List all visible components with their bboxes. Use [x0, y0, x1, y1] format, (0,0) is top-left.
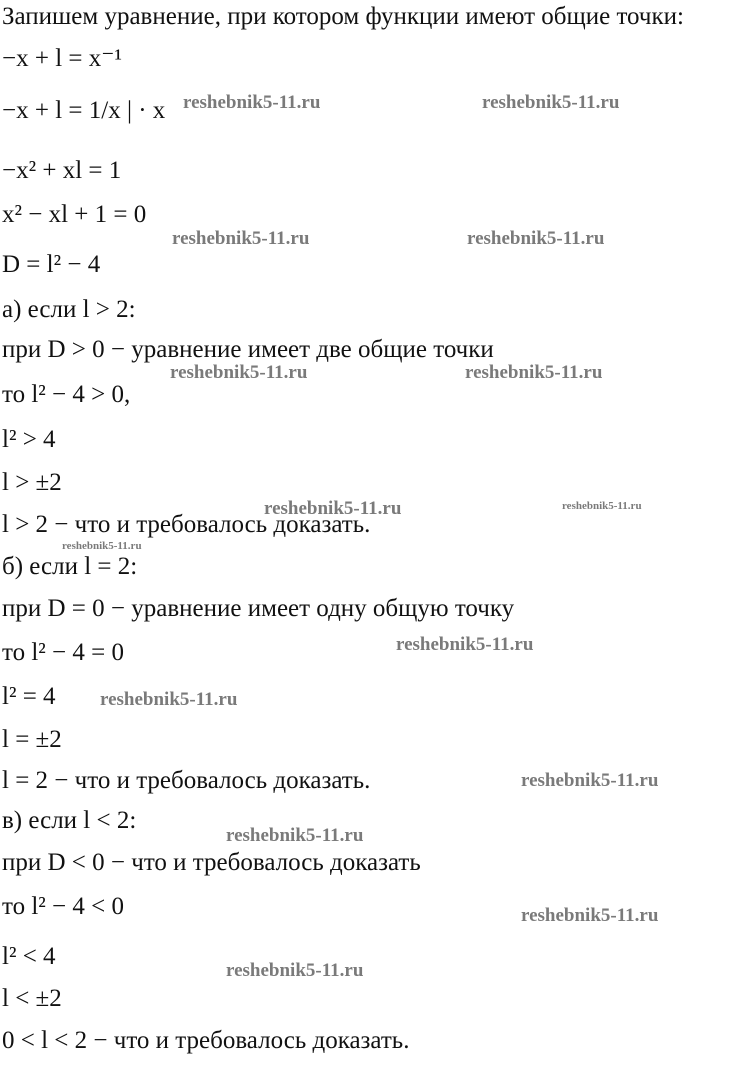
watermark: reshebnik5-11.ru — [467, 228, 605, 249]
case-b-line-1: при D = 0 − уравнение имеет одну общую точку — [2, 595, 515, 622]
watermark: reshebnik5-11.ru — [226, 960, 364, 981]
case-c-heading: в) если l < 2: — [2, 807, 137, 834]
case-c-line-4: l < ±2 — [2, 985, 62, 1012]
watermark: reshebnik5-11.ru — [170, 362, 308, 383]
watermark: reshebnik5-11.ru — [396, 634, 534, 655]
watermark: reshebnik5-11.ru — [521, 905, 659, 926]
case-b-line-3: l² = 4 — [2, 683, 56, 710]
watermark: reshebnik5-11.ru — [562, 500, 642, 512]
watermark: reshebnik5-11.ru — [226, 825, 364, 846]
watermark: reshebnik5-11.ru — [183, 92, 321, 113]
watermark: reshebnik5-11.ru — [264, 498, 402, 519]
case-b-heading: б) если l = 2: — [2, 553, 138, 580]
case-c-conclusion: 0 < l < 2 − что и требовалось доказать. — [2, 1027, 410, 1054]
case-b-line-4: l = ±2 — [2, 726, 62, 753]
watermark: reshebnik5-11.ru — [172, 228, 310, 249]
case-c-line-3: l² < 4 — [2, 943, 56, 970]
case-c-line-2: то l² − 4 < 0 — [2, 893, 124, 920]
case-c-line-1: при D < 0 − что и требовалось доказать — [2, 849, 421, 876]
case-a-line-1: при D > 0 − уравнение имеет две общие точки — [2, 336, 494, 363]
case-a-line-2: то l² − 4 > 0, — [2, 381, 131, 408]
equation-2: −x + l = 1/x | · x — [2, 97, 166, 124]
case-a-line-3: l² > 4 — [2, 426, 56, 453]
case-a-conclusion: l > 2 − что и требовалось доказать. — [2, 511, 371, 538]
equation-3: −x² + xl = 1 — [2, 157, 122, 184]
case-b-line-2: то l² − 4 = 0 — [2, 639, 124, 666]
equation-1: −x + l = x⁻¹ — [2, 45, 122, 72]
watermark: reshebnik5-11.ru — [482, 92, 620, 113]
equation-4: x² − xl + 1 = 0 — [2, 201, 147, 228]
discriminant: D = l² − 4 — [2, 251, 101, 278]
watermark: reshebnik5-11.ru — [521, 770, 659, 791]
watermark: reshebnik5-11.ru — [62, 540, 142, 552]
watermark: reshebnik5-11.ru — [465, 362, 603, 383]
case-a-heading: а) если l > 2: — [2, 296, 136, 323]
intro-text: Запишем уравнение, при котором функции имеют общие точки: — [2, 3, 684, 30]
watermark: reshebnik5-11.ru — [100, 689, 238, 710]
case-a-line-4: l > ±2 — [2, 469, 62, 496]
case-b-conclusion: l = 2 − что и требовалось доказать. — [2, 767, 371, 794]
